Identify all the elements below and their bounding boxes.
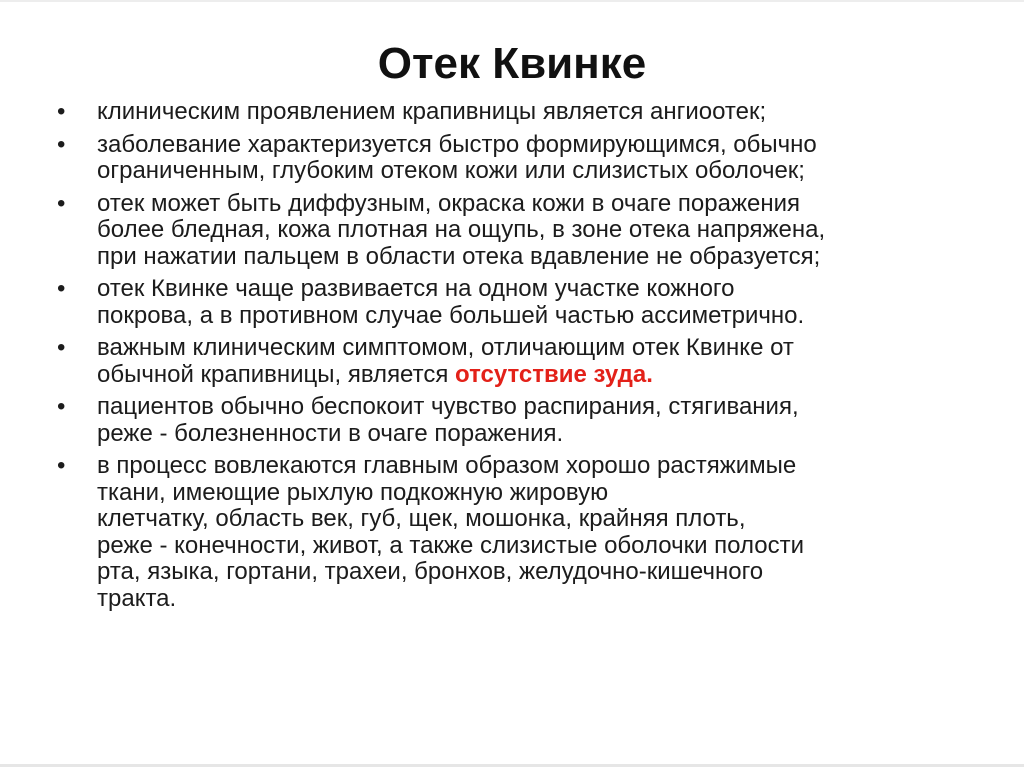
bullet-text-line: важным клиническим симптомом, отличающим отек Квинке от xyxy=(97,334,794,361)
slide-title: Отек Квинке xyxy=(377,39,647,88)
bullet-text-line: рта, языка, гортани, трахеи, бронхов, желудочно-кишечного xyxy=(97,558,764,585)
bullet-text-line: клиническим проявлением крапивницы является ангиоотек; xyxy=(97,98,767,125)
bullet-text-line: при нажатии пальцем в области отека вдавление не образуется; xyxy=(97,242,821,270)
bullet-text-line: пациентов обычно беспокоит чувство распирания, стягивания, xyxy=(97,393,799,420)
bullet-text-line: более бледная, кожа плотная на ощупь, в зоне отека напряжена, xyxy=(97,216,826,243)
bullet-marker: • xyxy=(57,189,66,217)
bullet-text-segment: обычной крапивницы, является xyxy=(97,360,455,388)
bullet-text-line: ткани, имеющие рыхлую подкожную жировую xyxy=(97,478,609,506)
bullet-text-line: реже - конечности, живот, а также слизистые оболочки полости xyxy=(97,531,805,559)
bullet-text-line: отек может быть диффузным, окраска кожи в очаге поражения xyxy=(97,189,801,217)
bullet-text-line: в процесс вовлекаются главным образом хорошо растяжимые xyxy=(97,452,797,479)
bullet-marker: • xyxy=(57,452,66,479)
bullet-marker: • xyxy=(57,130,66,158)
bullet-marker: • xyxy=(57,334,66,361)
bullet-marker: • xyxy=(57,275,66,302)
bullet-text-line: отек Квинке чаще развивается на одном участке кожного xyxy=(97,275,735,302)
bullet-item xyxy=(55,132,975,185)
bullet-marker: • xyxy=(57,393,66,420)
bullet-text-line: ограниченным, глубоким отеком кожи или слизистых оболочек; xyxy=(97,157,805,184)
bullet-text-line: реже - болезненности в очаге поражения. xyxy=(97,419,564,447)
bullet-item xyxy=(55,394,975,447)
slide-top-border xyxy=(0,0,1024,2)
highlighted-phrase: отсутствие зуда. xyxy=(455,360,653,388)
bullet-item xyxy=(55,453,975,612)
bullet-item xyxy=(55,276,975,329)
bullet-item xyxy=(55,191,975,271)
bullet-text-line: клетчатку, область век, губ, щек, мошонка, крайняя плоть, xyxy=(97,505,746,532)
bullet-item xyxy=(55,335,975,388)
bullet-marker: • xyxy=(57,98,66,125)
bullet-text-line: заболевание характеризуется быстро формирующимся, обычно xyxy=(97,130,817,158)
bullet-text-line: покрова, а в противном случае большей частью ассиметрично. xyxy=(97,301,805,329)
bullet-list xyxy=(55,99,975,618)
bullet-item xyxy=(55,99,975,126)
bullet-text-line: тракта. xyxy=(97,584,177,612)
bullet-text-line-with-highlight xyxy=(97,362,975,389)
